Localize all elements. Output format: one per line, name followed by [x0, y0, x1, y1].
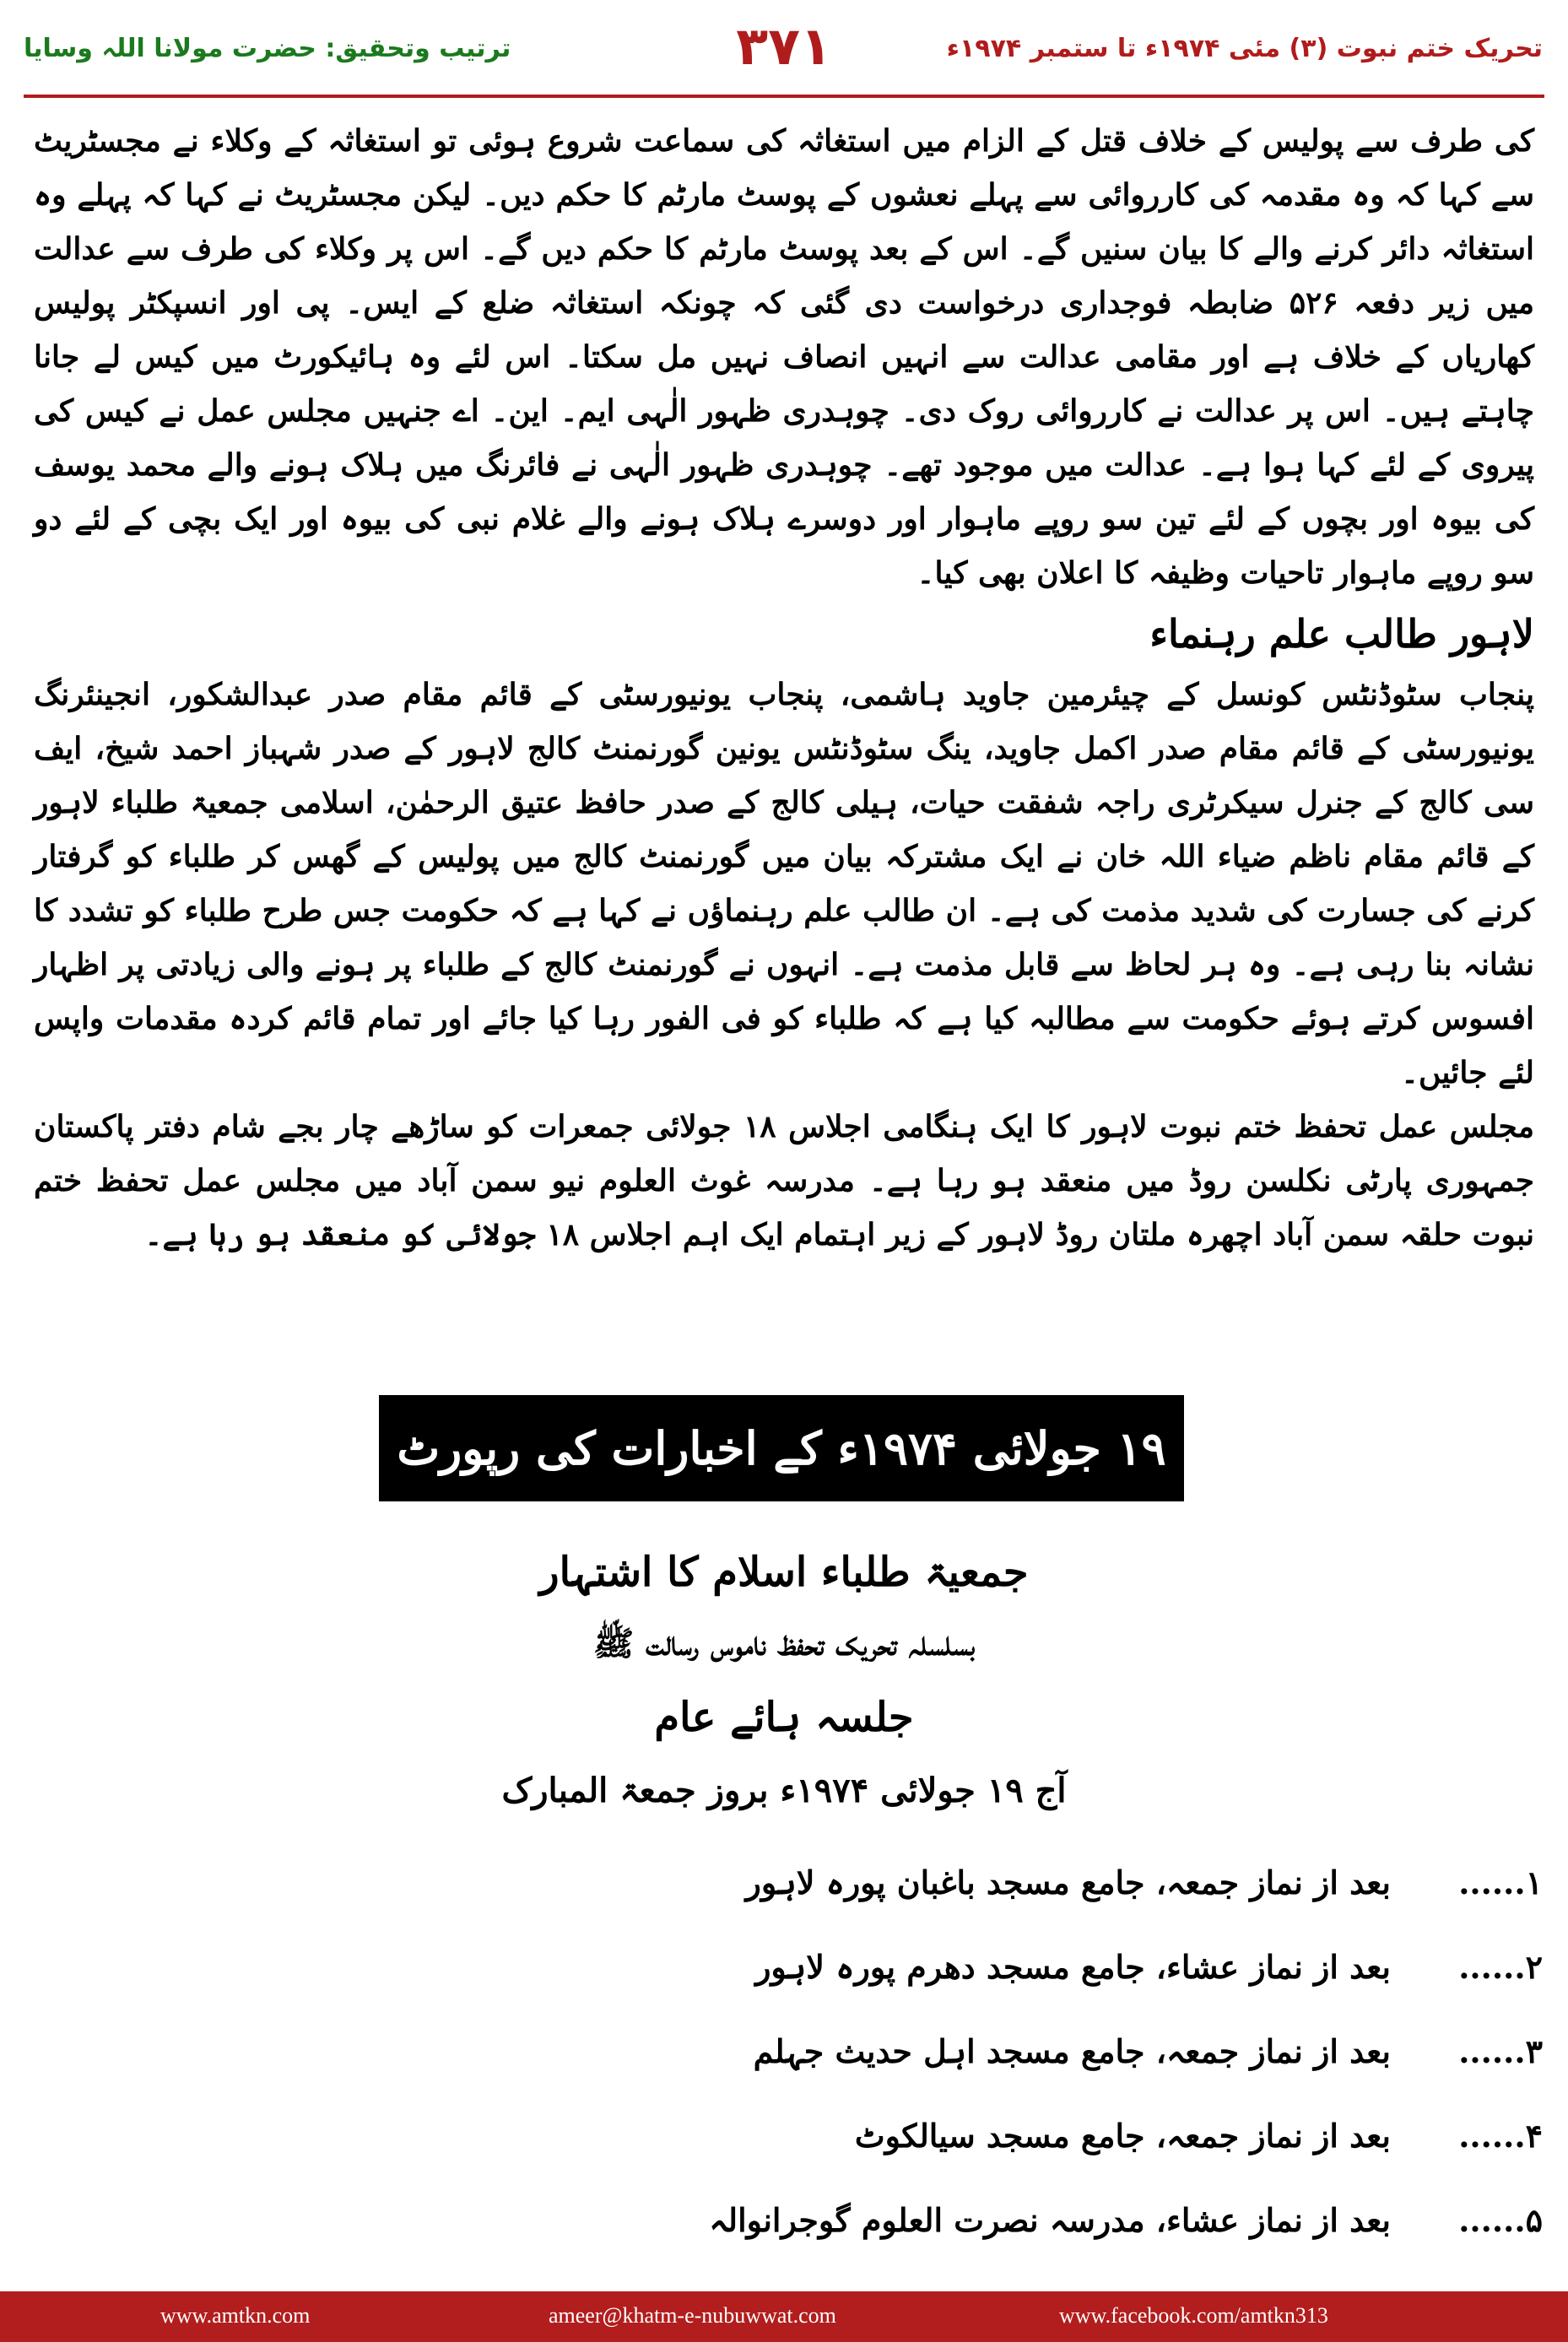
newspaper-report-banner: ۱۹ جولائی ۱۹۷۴ء کے اخبارات کی رپورٹ — [379, 1395, 1184, 1501]
list-item-text: بعد از نماز جمعہ، جامع مسجد باغبان پورہ لاہور — [745, 1863, 1391, 1901]
email-link[interactable]: ameer@khatm-e-nubuwwat.com — [549, 2303, 836, 2328]
list-item — [0, 1924, 1568, 2009]
paragraph-police-case: کی طرف سے پولیس کے خلاف قتل کے الزام میں استغاثہ کی سماعت شروع ہوئی تو استغاثہ کے وکلاء نے مجسٹریٹ سے کہا کہ وہ مقدمہ کی کارروائی سے پہلے نعشوں کے پوسٹ مارٹم کا حکم دیں۔ لیکن مجسٹریٹ نے کہا کہ پہلے وہ استغاثہ دائر کرنے والے کا بیان سنیں گے۔ اس کے بعد پوسٹ مارٹم کا حکم دیں گے۔ اس پر وکلاء کی طرف سے عدالت میں زیر دفعہ ۵۲۶ ضابطہ فوجداری درخواست دی گئی کہ چونکہ استغاثہ ضلع کے ایس۔ پی اور انسپکٹر پولیس کھاریاں کے خلاف ہے اور مقامی عدالت سے انہیں انصاف نہیں مل سکتا۔ اس لئے وہ ہائیکورٹ میں کیس لے جانا چاہتے ہیں۔ اس پر عدالت نے کارروائی روک دی۔ چوہدری ظہور الٰہی ایم۔ این۔ اے جنہیں مجلس عمل نے کیس کی پیروی کے لئے کہا ہوا ہے۔ عدالت میں موجود تھے۔ چوہدری ظہور الٰہی نے فائرنگ میں ہلاک ہونے والے محمد یوسف کی بیوہ اور بچوں کے لئے تین سو روپے ماہوار اور دوسرے ہلاک ہونے والے غلام نبی کی بیوہ اور ایک بچی کے لئے دو سو روپے ماہوار تاحیات وظیفہ کا اعلان بھی کیا۔ — [34, 123, 1535, 591]
page-number: ۳۷۱ — [736, 15, 832, 77]
list-item-number: ۲...... — [1458, 1947, 1543, 1986]
list-item — [0, 2093, 1568, 2177]
website-link[interactable]: www.amtkn.com — [160, 2303, 311, 2328]
page-header — [0, 0, 1568, 101]
header-divider — [24, 95, 1544, 98]
announcement-subtitle: بسلسلہ تحریک تحفظ ناموس رسالت ﷺ — [592, 1624, 976, 1663]
paragraph-majlis-meeting: مجلس عمل تحفظ ختم نبوت لاہور کا ایک ہنگامی اجلاس ۱۸ جولائی جمعرات کو ساڑھے چار بجے شام دفتر پاکستان جمہوری پارٹی نکلسن روڈ میں منعقد ہو رہا ہے۔ مدرسہ غوث العلوم نیو سمن آباد میں مجلس عمل تحفظ ختم نبوت حلقہ سمن آباد اچھرہ ملتان روڈ لاہور کے زیر اہتمام ایک اہم اجلاس ۱۸ جولائی کو منعقد ہو رہا ہے۔ — [34, 1109, 1534, 1252]
announcement-event: جلسہ ہائے عام — [654, 1694, 914, 1741]
list-item-number: ۵...... — [1458, 2200, 1543, 2239]
book-title: تحریک ختم نبوت (۳) مئی ۱۹۷۴ء تا ستمبر ۱۹۷۴ء — [946, 34, 1543, 63]
list-item-text: بعد از نماز جمعہ، جامع مسجد سیالکوٹ — [854, 2116, 1391, 2155]
list-item — [0, 2009, 1568, 2093]
list-item — [0, 2177, 1568, 2262]
announcement-title: جمعیۃ طلباء اسلام کا اشتہار — [539, 1549, 1029, 1596]
list-item-number: ۱...... — [1458, 1863, 1543, 1901]
facebook-link[interactable]: www.facebook.com/amtkn313 — [1059, 2303, 1328, 2328]
page-footer — [0, 2291, 1568, 2342]
list-item — [0, 1840, 1568, 1924]
list-item-number: ۳...... — [1458, 2031, 1543, 2070]
list-item-number: ۴...... — [1458, 2116, 1543, 2155]
list-item-text: بعد از نماز جمعہ، جامع مسجد اہل حدیث جہلم — [753, 2031, 1391, 2070]
compiler-credit: ترتیب وتحقیق: حضرت مولانا اللہ وسایا — [24, 34, 511, 63]
list-item-text: بعد از نماز عشاء، جامع مسجد دھرم پورہ لاہور — [755, 1947, 1391, 1986]
section-heading-student-leaders: لاہور طالب علم رہنماء — [1149, 611, 1534, 657]
announcement-block — [0, 1536, 1568, 1826]
announcement-date: آج ۱۹ جولائی ۱۹۷۴ء بروز جمعۃ المبارک — [501, 1771, 1067, 1810]
article-body — [34, 114, 1534, 1262]
paragraph-student-statement: پنجاب سٹوڈنٹس کونسل کے چیئرمین جاوید ہاشمی، پنجاب یونیورسٹی کے قائم مقام صدر عبدالشکور، انجینئرنگ یونیورسٹی کے قائم مقام صدر اکمل جاوید، ینگ سٹوڈنٹس یونین گورنمنٹ کالج لاہور کے صدر شہباز احمد شیخ، ایف سی کالج کے جنرل سیکرٹری راجہ شفقت حیات، ہیلی کالج کے صدر حافظ عتیق الرحمٰن، اسلامی جمعیۃ طلباء لاہور کے قائم مقام ناظم ضیاء اللہ خان نے ایک مشترکہ بیان میں گورنمنٹ کالج میں پولیس کے گھس کر طلباء کو گرفتار کرنے کی جسارت کی شدید مذمت کی ہے۔ ان طالب علم رہنماؤں نے کہا ہے کہ حکومت جس طرح طلباء کو تشدد کا نشانہ بنا رہی ہے۔ وہ ہر لحاظ سے قابل مذمت ہے۔ انہوں نے گورنمنٹ کالج کے طلباء پر ہونے والی زیادتی پر اظہار افسوس کرتے ہوئے حکومت سے مطالبہ کیا ہے کہ طلباء کو فی الفور رہا کیا جائے اور تمام قائم کردہ مقدمات واپس لئے جائیں۔ — [34, 677, 1535, 1090]
list-item-text: بعد از نماز عشاء، مدرسہ نصرت العلوم گوجرانوالہ — [709, 2200, 1391, 2239]
venue-list — [0, 1840, 1568, 2262]
